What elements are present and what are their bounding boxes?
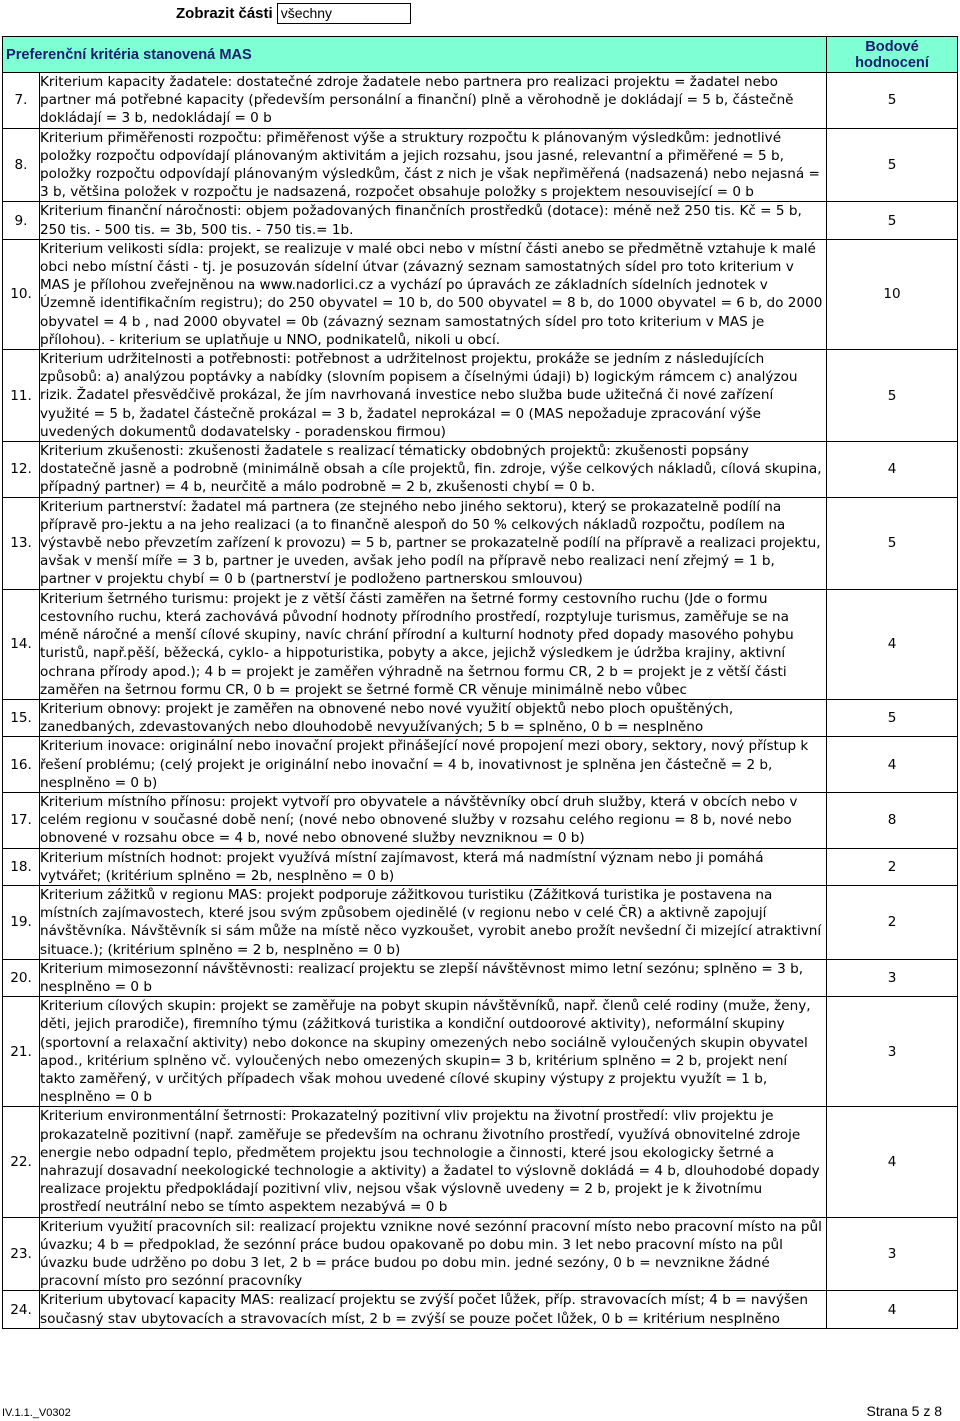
criterion-text: Kriterium finanční náročnosti: objem požadovaných finančních prostředků (dotace): méně než 250 tis. Kč = 5 b, 250 tis. - 500 tis. = 3b, 500 tis. - 750 tis.= 1b. <box>40 202 827 239</box>
criterion-text: Kriterium partnerství: žadatel má partnera (ze stejného nebo jiného sektoru), který se prokazatelně podílí na přípravě pro-jektu a na jeho realizaci (a to finančně alespoň do 50 % celkových nákladů rozpočtu, podílem na výstavbě nebo převzetím zařízení k provozu) = 5 b, partner se prokazatelně podílí na přípravě a realizaci projektu, avšak v menší míře = 3 b, partner je uveden, avšak jeho podíl na přípravě nebo realizaci není zřejmý = 1 b, partner v projektu chybí = 0 b (partnerství je podloženo partnerskou smlouvou) <box>40 497 827 589</box>
criterion-number: 12. <box>3 442 40 498</box>
criterion-score: 5 <box>827 128 958 202</box>
criterion-score: 4 <box>827 442 958 498</box>
criterion-text: Kriterium obnovy: projekt je zaměřen na obnovené nebo nové využití objektů nebo ploch opuštěných, zanedbaných, zdevastovaných nebo dlouhodobě nevyužívaných; 5 b = splněno, 0 b = nesplněno <box>40 699 827 736</box>
criterion-number: 7. <box>3 73 40 129</box>
table-row <box>3 959 958 996</box>
criterion-text: Kriterium zkušenosti: zkušenosti žadatele s realizací tématicky obdobných projektů: zkušenosti popsány dostatečně jasně a podrobně (minimálně obsah a cíle projektů, fin. zdroje, výše celkových nákladů, cílová skupina, případný partner) = 4 b, neurčitě a málo podrobně = 2 b, zkušenosti chybí = 0 b. <box>40 442 827 498</box>
criterion-number: 24. <box>3 1291 40 1328</box>
criterion-score: 4 <box>827 1107 958 1217</box>
criterion-text: Kriterium zážitků v regionu MAS: projekt podporuje zážitkovou turistiku (Zážitková turistika je postavena na místních zajímavostech, které jsou svým způsobem ojedinělé (v regionu nebo v celé ČR) a aktivně zapojují návštěvníka. Návštěvník si sám může na místě něco vyzkoušet, vyrobit anebo prožít nevšední či mizející atraktivní situace.); (kritérium splněno = 2 b, nesplněno = 0 b) <box>40 885 827 959</box>
filter-label: Zobrazit části <box>176 5 273 22</box>
table-row <box>3 699 958 736</box>
criterion-number: 16. <box>3 737 40 793</box>
parts-select[interactable]: všechny <box>277 3 411 24</box>
filter-bar <box>176 2 411 25</box>
criterion-score: 5 <box>827 497 958 589</box>
criterion-text: Kriterium kapacity žadatele: dostatečné zdroje žadatele nebo partnera pro realizaci projektu = žadatel nebo partner má potřebné kapacity (především personální a finanční) plně a věrohodně je dokládají = 5 b, částečně dokládají = 3 b, nedokládají = 0 b <box>40 73 827 129</box>
criterion-score: 5 <box>827 202 958 239</box>
criterion-number: 11. <box>3 350 40 442</box>
criterion-score: 2 <box>827 848 958 885</box>
criterion-number: 18. <box>3 848 40 885</box>
criterion-score: 3 <box>827 1217 958 1291</box>
criterion-text: Kriterium environmentální šetrnosti: Prokazatelný pozitivní vliv projektu na životní prostředí: vliv projektu je prokazatelně pozitivní (např. zaměřuje se především na ochranu životního prostředí, využívá obnovitelné zdroje energie nebo odpadní teplo, předmětem projektu jsou technologie a činnosti, které jsou ekologicky šetrné a nahrazují dosavadní neekologické technologie a aktivity) a žadatel to výslovně dokládá = 4 b, dlouhodobé dopady realizace projektu předpokládají pozitivní vliv, nejsou však výslovně uvedeny = 2 b, projekt je k životnímu prostředí neutrální nebo se tímto aspektem nezabývá = 0 b <box>40 1107 827 1217</box>
criteria-rows <box>3 73 958 1329</box>
table-row <box>3 848 958 885</box>
criterion-text: Kriterium cílových skupin: projekt se zaměřuje na pobyt skupin návštěvníků, např. členů celé rodiny (muže, ženy, děti, jejich prarodiče), firemního týmu (zážitková turistika a kondiční outdoorové aktivity), neformální skupiny (sportovní a relaxační aktivity) nebo dokonce na skupiny omezených nebo sociálně vyloučených skupin obyvatel apod., kritérium splněno vč. vyloučených nebo omezených skupin= 3 b, kritérium splněno = 2 b, projekt není takto zaměřený, v určitých případech však mohou uvedené cílové skupiny výstupy z projektu využít = 1 b, nesplněno = 0 b <box>40 997 827 1107</box>
table-row <box>3 737 958 793</box>
criterion-number: 21. <box>3 997 40 1107</box>
criterion-text: Kriterium inovace: originální nebo inovační projekt přinášející nové propojení mezi obory, sektory, nový přístup k řešení problému; (celý projekt je originální nebo inovační = 4 b, inovativnost je splněna jen částečně = 2 b, nesplněno = 0 b) <box>40 737 827 793</box>
criterion-text: Kriterium přiměřenosti rozpočtu: přiměřenost výše a struktury rozpočtu k plánovaným výsledkům: jednotlivé položky rozpočtu odpovídají plánovaným aktivitám a jejich rozsahu, jsou jasné, relevantní a přiměřené = 5 b, položky rozpočtu odpovídají plánovaným výsledkům, část z nich je však nepřiměřená (nadsazená) nebo nejasná = 3 b, většina položek v rozpočtu je nadsazená, rozpočet obsahuje položky s projektem nesouvisející = 0 b <box>40 128 827 202</box>
table-row <box>3 239 958 349</box>
criterion-score: 4 <box>827 589 958 699</box>
score-header: Bodové hodnocení <box>827 37 958 73</box>
criterion-score: 3 <box>827 997 958 1107</box>
criterion-text: Kriterium místních hodnot: projekt využívá místní zajímavost, která má nadmístní význam nebo ji pomáhá vytvářet; (kritérium splněno = 2b, nesplněno = 0 b) <box>40 848 827 885</box>
table-row <box>3 1291 958 1328</box>
table-row <box>3 202 958 239</box>
criterion-number: 15. <box>3 699 40 736</box>
criterion-number: 17. <box>3 792 40 848</box>
criterion-score: 5 <box>827 350 958 442</box>
criterion-number: 22. <box>3 1107 40 1217</box>
criterion-score: 5 <box>827 699 958 736</box>
table-row <box>3 1217 958 1291</box>
criterion-score: 10 <box>827 239 958 349</box>
criterion-text: Kriterium využití pracovních sil: realizací projektu vznikne nové sezónní pracovní místo nebo pracovní místo na půl úvazku; 4 b = předpoklad, že sezónní práce budou opakovaně po dobu min. 3 let nebo pracovní místo na půl úvazku bude udržěno po dobu 3 let, 2 b = práce budou po dobu min. jedné sezóny, 0 b = nevznikne žádné pracovní místo pro sezónní pracovníky <box>40 1217 827 1291</box>
table-row <box>3 792 958 848</box>
table-row <box>3 497 958 589</box>
page-number: Strana 5 z 8 <box>866 1403 942 1419</box>
criterion-number: 10. <box>3 239 40 349</box>
criterion-number: 20. <box>3 959 40 996</box>
criterion-score: 5 <box>827 73 958 129</box>
criterion-score: 4 <box>827 737 958 793</box>
table-row <box>3 589 958 699</box>
table-row <box>3 73 958 129</box>
criterion-number: 13. <box>3 497 40 589</box>
criterion-text: Kriterium velikosti sídla: projekt, se realizuje v malé obci nebo v místní části anebo se předmětně vztahuje k malé obci nebo místní části - tj. je posuzován sídelní útvar (závazný seznam samostatných sídel pro toto kriterium v MAS je přílohou zveřejněnou na www.nadorlici.cz a vychází po úpravách ze základních sídelních jednotek v Územně identifikačním registru); do 250 obyvatel = 10 b, do 500 obyvatel = 8 b, do 1000 obyvatel = 6 b, do 2000 obyvatel = 4 b , nad 2000 obyvatel = 0b (závazný seznam samostatných sídel pro toto kriterium v MAS je přílohou). - kriterium se uplatňuje u NNO, podnikatelů, nikoli u obcí. <box>40 239 827 349</box>
criterion-text: Kriterium šetrného turismu: projekt je z větší části zaměřen na šetrné formy cestovního ruchu (Jde o formu cestovního ruchu, která zachovává původní hodnoty přírodního prostředí, rozptyluje turismus, zaměřuje se na méně náročné a menší cílové skupiny, navíc chrání přírodní a kulturní hodnoty před dopady masového pohybu turistů, např.pěší, běžecká, cyklo- a hippoturistika, pobyty a akce, jejichž výsledkem je údržba krajiny, aktivní ochrana přírody apod.); 4 b = projekt je zaměřen výhradně na šetrnou formu CR, 2 b = projekt je z větší části zaměřen na šetrnou formu CR, 0 b = projekt se šetrné formě CR věnuje minimálně nebo vůbec <box>40 589 827 699</box>
criterion-number: 14. <box>3 589 40 699</box>
table-row <box>3 885 958 959</box>
criterion-score: 8 <box>827 792 958 848</box>
criterion-score: 3 <box>827 959 958 996</box>
criterion-number: 8. <box>3 128 40 202</box>
criterion-text: Kriterium mimosezonní návštěvnosti: realizací projektu se zlepší návštěvnost mimo letní sezónu; splněno = 3 b, nesplněno = 0 b <box>40 959 827 996</box>
criterion-number: 9. <box>3 202 40 239</box>
table-row <box>3 128 958 202</box>
table-row <box>3 350 958 442</box>
table-row <box>3 1107 958 1217</box>
criterion-text: Kriterium udržitelnosti a potřebnosti: potřebnost a udržitelnost projektu, prokáže se jedním z následujících způsobů: a) analýzou poptávky a nabídky (slovním popisem a číselnými údaji) b) logickým rámcem c) analýzou rizik. Žadatel přesvědčivě prokázal, že jím navrhovaná investice nebo služba bude užitečná či nové zařízení využité = 5 b, žadatel částečně prokázal = 3 b, žadatel neprokázal = 0 (MAS nepožaduje zpracování výše uvedených dokumentů dodavatelsky - poradenskou firmou) <box>40 350 827 442</box>
criterion-score: 2 <box>827 885 958 959</box>
criterion-text: Kriterium místního přínosu: projekt vytvoří pro obyvatele a návštěvníky obcí druh služby, která v obcích nebo v celém regionu v současné době není; (nové nebo obnovené služby v rozsahu celého regionu = 8 b, nové nebo obnovené v rozsahu obce = 4 b, nové nebo obnovené služby nevzniknou = 0 b) <box>40 792 827 848</box>
table-row <box>3 997 958 1107</box>
table-row <box>3 442 958 498</box>
criterion-score: 4 <box>827 1291 958 1328</box>
criterion-number: 23. <box>3 1217 40 1291</box>
criteria-table <box>2 36 958 1329</box>
document-code: IV.1.1._V0302 <box>2 1407 71 1419</box>
criterion-number: 19. <box>3 885 40 959</box>
table-title: Preferenční kritéria stanovená MAS <box>3 37 827 73</box>
criterion-text: Kriterium ubytovací kapacity MAS: realizací projektu se zvýší počet lůžek, příp. stravovacích míst; 4 b = navýšen současný stav ubytovacích a stravovacích míst, 2 b = zvýší se pouze počet lůžek, 0 b = kritérium nesplněno <box>40 1291 827 1328</box>
table-header-row <box>3 37 958 73</box>
